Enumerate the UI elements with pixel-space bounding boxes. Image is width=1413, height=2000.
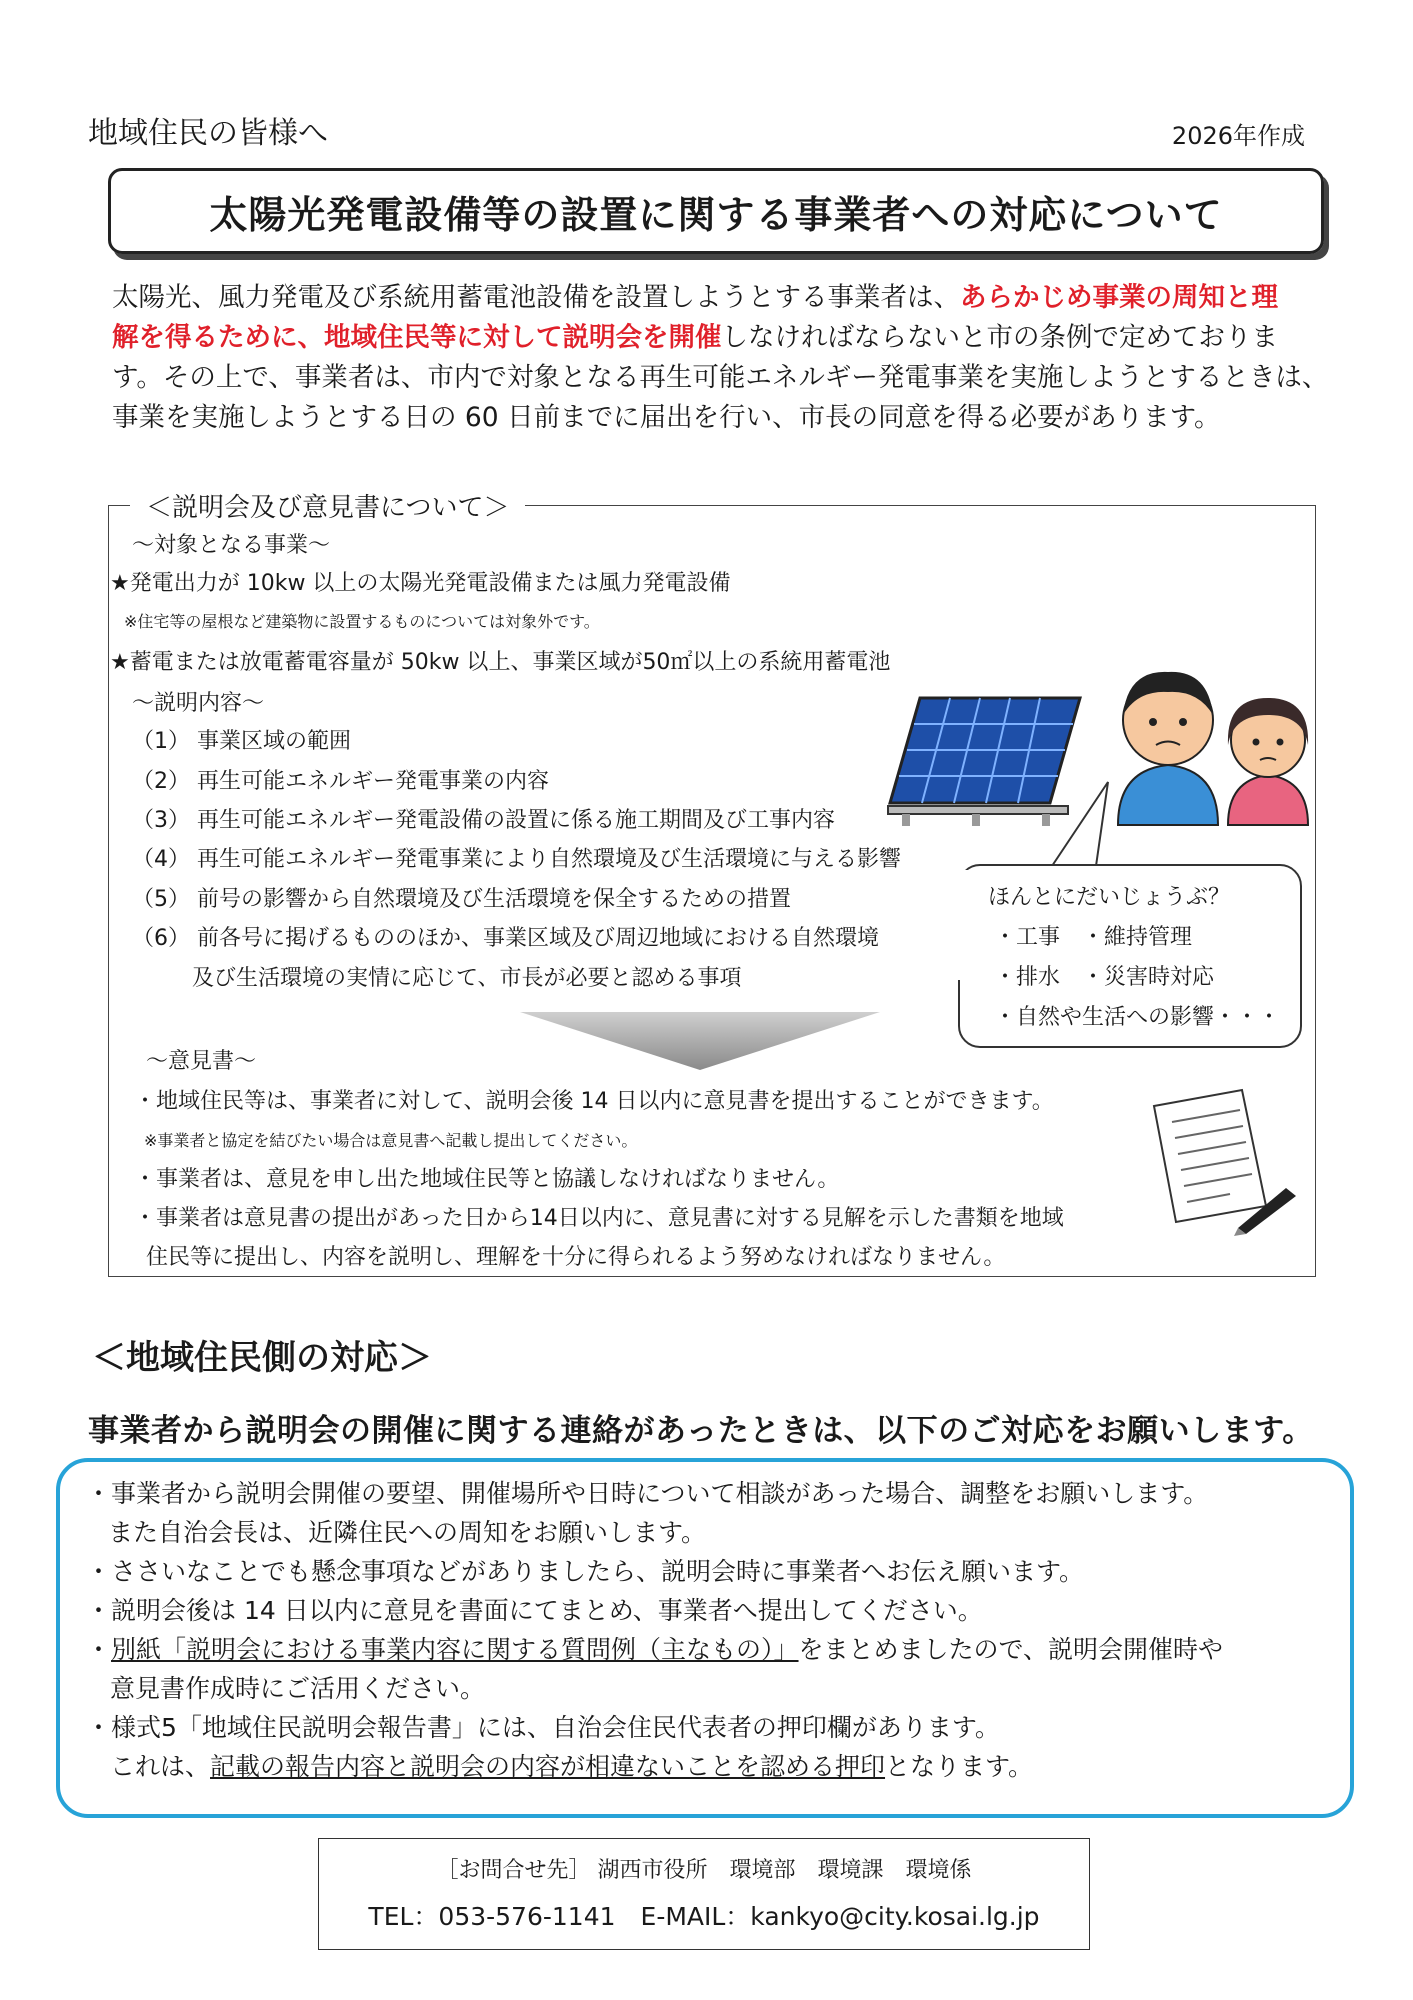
response-text: となります。	[885, 1752, 1034, 1781]
opinion-item-3: ・事業者は意見書の提出があった日から14日以内に、意見書に対する見解を示した書類を地域	[134, 1206, 1064, 1231]
worried-residents-illustration	[1108, 660, 1318, 830]
content-item-5: （5） 前号の影響から自然環境及び生活環境を保全するための措置	[132, 887, 791, 912]
target-note: ※住宅等の屋根など建築物に設置するものについては対象外です。	[124, 612, 600, 631]
content-item-6-cont: 及び生活環境の実情に応じて、市長が必要と認める事項	[192, 966, 742, 991]
content-item-1: （1） 事業区域の範囲	[132, 729, 351, 754]
target-item-1: ★発電出力が 10kw 以上の太陽光発電設備または風力発電設備	[110, 571, 731, 596]
bubble-tail	[1050, 780, 1120, 870]
info-box-legend: ＜説明会及び意見書について＞	[130, 487, 525, 524]
response-line-5	[86, 1630, 1223, 1666]
intro-text: 太陽光、風力発電及び系統用蓄電池設備を設置しようとする事業者は、	[112, 282, 960, 313]
contact-department: ［お問合せ先］ 湖西市役所 環境部 環境課 環境係	[436, 1858, 972, 1883]
intro-text: しなければならないと市の条例で定めておりま	[721, 322, 1278, 353]
bubble-row-3: ・自然や生活への影響・・・	[994, 1005, 1281, 1030]
response-line-8	[110, 1747, 1033, 1783]
response-line-2: また自治会長は、近隣住民への周知をお願いします。	[108, 1518, 707, 1547]
contact-tel-email: TEL：053-576-1141 E-MAIL：kankyo@city.kosai.lg.jp	[368, 1902, 1040, 1931]
target-heading: ～対象となる事業～	[132, 533, 331, 558]
content-item-3: （3） 再生可能エネルギー発電設備の設置に係る施工期間及び工事内容	[132, 808, 835, 833]
response-line-3: ・ささいなことでも懸念事項などがありましたら、説明会時に事業者へお伝え願います。	[86, 1557, 1085, 1586]
opinion-item-2: ・事業者は、意見を申し出た地域住民等と協議しなければなりません。	[134, 1167, 840, 1192]
response-heading: ＜地域住民側の対応＞	[92, 1338, 432, 1378]
response-line-1: ・事業者から説明会開催の要望、開催場所や日時について相談があった場合、調整をお願いします。	[86, 1479, 1209, 1508]
content-item-6: （6） 前各号に掲げるもののほか、事業区域及び周辺地域における自然環境	[132, 926, 879, 951]
content-heading: ～説明内容～	[132, 691, 265, 716]
response-line-6: 意見書作成時にご活用ください。	[110, 1674, 486, 1703]
response-line-7: ・様式5「地域住民説明会報告書」には、自治会住民代表者の押印欄があります。	[86, 1713, 1000, 1742]
opinion-note: ※事業者と協定を結びたい場合は意見書へ記載し提出してください。	[144, 1131, 638, 1150]
document-title-text: 太陽光発電設備等の設置に関する事業者への対応について	[209, 192, 1223, 237]
concerns-speech-bubble	[958, 864, 1302, 1048]
response-line-4: ・説明会後は 14 日以内に意見を書面にてまとめ、事業者へ提出してください。	[86, 1596, 983, 1625]
bubble-title: ほんとにだいじょうぶ？	[988, 885, 1231, 910]
intro-highlight: 解を得るために、地域住民等に対して説明会を開催	[112, 322, 722, 353]
intro-line-3: す。その上で、事業者は、市内で対象となる再生可能エネルギー発電事業を実施しようとするときは、	[112, 362, 1329, 393]
target-item-2: ★蓄電または放電蓄電容量が 50kw 以上、事業区域が50㎡以上の系統用蓄電池	[110, 650, 891, 675]
opinion-item-3-cont: 住民等に提出し、内容を説明し、理解を十分に得られるよう努めなければなりません。	[146, 1245, 1006, 1270]
bullet: ・	[86, 1635, 112, 1664]
intro-line-4: 事業を実施しようとする日の 60 日前までに届出を行い、市長の同意を得る必要があります。	[112, 402, 1221, 433]
response-subheading: 事業者から説明会の開催に関する連絡があったときは、以下のご対応をお願いします。	[88, 1413, 1314, 1449]
seal-meaning-underlined: 記載の報告内容と説明会の内容が相違ないことを認める押印	[210, 1752, 886, 1781]
down-arrow-icon	[520, 1012, 880, 1072]
intro-highlight: あらかじめ事業の周知と理	[960, 282, 1278, 313]
content-item-4: （4） 再生可能エネルギー発電事業により自然環境及び生活環境に与える影響	[132, 847, 901, 872]
opinion-heading: ～意見書～	[146, 1049, 257, 1074]
response-text: をまとめましたので、説明会開催時や	[798, 1635, 1224, 1664]
bubble-row-1: ・工事 ・維持管理	[994, 925, 1193, 950]
contact-box	[318, 1838, 1090, 1950]
creation-date: 2026年作成	[1171, 122, 1305, 150]
intro-paragraph	[112, 278, 1342, 438]
intro-line-2	[112, 318, 1342, 358]
intro-line-1	[112, 278, 1342, 318]
question-examples-reference: 別紙「説明会における事業内容に関する質問例（主なもの）」	[111, 1635, 799, 1664]
content-item-2: （2） 再生可能エネルギー発電事業の内容	[132, 769, 549, 794]
addressee: 地域住民の皆様へ	[88, 116, 328, 151]
response-text: これは、	[110, 1752, 211, 1781]
document-pen-illustration	[1150, 1088, 1300, 1238]
bubble-row-2: ・排水 ・災害時対応	[994, 965, 1215, 990]
document-title	[108, 168, 1324, 254]
opinion-item-1: ・地域住民等は、事業者に対して、説明会後 14 日以内に意見書を提出することができます。	[134, 1089, 1054, 1114]
